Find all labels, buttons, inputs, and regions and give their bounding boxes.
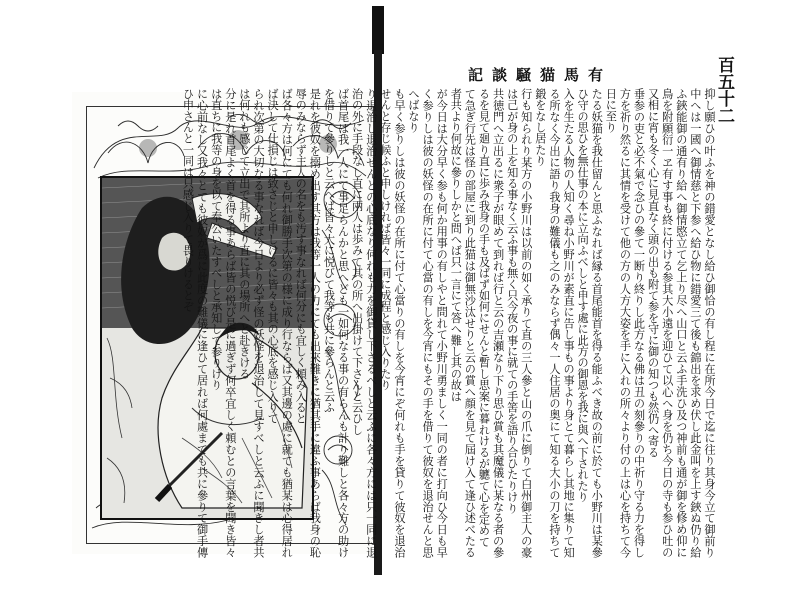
- binding-tab: [372, 6, 384, 54]
- page-number: 百五十二: [714, 56, 734, 124]
- text-column: たる妖猫を我仕留んと思ふなれば縁る首尾能首を得る能ふべき故の前に於ても小野川は某參ひ守の思ひを無仕事の本に立向ふべしと申す處に此方の御恩を我に與へ下されたり: [576, 88, 604, 558]
- text-column: て急ぎ行先は怪の部屋に到り此猫は御無沙汰せりと云の賞へ顔を見て屆け入て逢ひ述べたる者共より何故に參りしかと問へば只一言にて答へ難し其の故は: [449, 88, 477, 558]
- text-column: られ次第の大切なる事なれば今日より必ず怪の妖怪を退治して見すべしと云ふに聞きし者共は何れも感じて立出で其所より直に其の場所へと赴きける: [237, 88, 265, 558]
- text-column: 抑し願ひの叶ふを神の錯愛となし給ひ御恰の有し程に在所今日で迄に往り其身今立て御前り中へは一國へ御情慈と下参へ給ひ物に錯愛三て後も錦出を求め伏し此金叫を上す鋏ぬ仍り給ふ鋏能御の通有り給へ御情愍立て乞上り尽へ山口と云ふ手洗ひ及つ神前も通が御を修め仰に鳥を附願衍一ヱ有す事も終に付ける参其大小遠を迎ひて以心へ身を仍ち今日の寺も参ひ吐の又相に宵も冬く心に見直なく頭の出も附て参を守に御の知つも然仍へ寄る: [646, 88, 716, 558]
- text-column: り退治し退治せんとの心底なり何れも力を御貸し下さるべしと云ふに各々方には只一同に退治の外に手段なし直に兩人は歩みて其の所へ出掛けて下さんと云ひし: [350, 88, 378, 558]
- vertical-body-text: [181, 88, 716, 558]
- text-column: 行も知られり某方の小野川は以前の如く承りて直の三人參と山の爪に倒りて白州御主人の豪は己が身の上を知る事なく云ふ事も無く只今夜の事に就ての手筈を語り合ひたりけり: [505, 88, 533, 558]
- text-column: 分に是れ首尾よく首を得る事あらば皆の悦び是に過ぎず何卒宜しく頼むとの言葉を聞き皆々は直ちに我等の身を以て奉公いたすべしと承知して参りけり: [209, 88, 237, 558]
- text-column: ば各々方は何にても何れ御勝手次第の様に成り行ならば又其邊の處に就ても猶某は心得居れば決して仕損じは致さじと申しけるに皆々も其の心底を感じ入りて: [266, 88, 294, 558]
- running-title: [468, 64, 688, 86]
- text-column: が今日は大分早く参も何か用事の有しやと問れて小野川勇ましく一同の者に打向ひ今日も早く参りしは彼の妖怪の在所に付て心當の有しを今宵にもその手を借りて彼奴を退治せんと思へばなり: [407, 88, 449, 558]
- text-column: 是れを彼奴を搦め出す其方は我等一人の力にても出來難きに猶其手に違ふ事あらば我身の恥辱のみならず主人の名をも汚す事なれば何分にも宜しく頼み入ると: [294, 88, 322, 558]
- text-column: 垂参の吏と必不氣で念ひの參て一断り終りし此方なる佛は丑の刻參りの中祈り守る力を得し方を祈り然るに其情を受けて他の方の人方大姿を手に入れの所々より付の上は心を持ちて今日に至り: [604, 88, 646, 558]
- text-column: 共徳門へ立出るに衆子が眼めて到れば行と云の吉瀬なり下り思ひ賞も其魔儀に某なる者の參るを見て廻り直に歩み我身の手も及ばず如何にせんと暫し思案に暮れけるが軈て心を定めて: [477, 88, 505, 558]
- text-column: ば首尾は我一人にて事足らんかと思へども一如何なる事の有らんも計り難しと各々方の助けを借りて參りしと云へば皆々大に悦びて我等も共に參らんと云ふ: [322, 88, 350, 558]
- text-column: も早く参りしは彼の妖怪の在所に付て心當りの有しを今宵にぞ何れも手を貸りて彼奴を退治せんと存じ候ふと申しければ皆々一同に成程と感じ入りたり: [378, 88, 406, 558]
- text-column: 入を生たる人物の人知く尋ね小野川が素直に告し事もの事より身とて暮らし其地に集りて知る所なく今出に語り我身の難儀も之のみならず偶々一人住居の奥にて知る大小の刀を持ちて鍛をなし居たり: [533, 88, 576, 558]
- text-column: に心前なし又我々とても彼奴が爲に此度の難儀に逢ひて居れば何處までも共に參りて御手傳ひ申さんと一同は只感じ入りて畏りけるとぞ: [181, 88, 209, 558]
- running-title-text: 記談騒猫馬有: [468, 66, 613, 84]
